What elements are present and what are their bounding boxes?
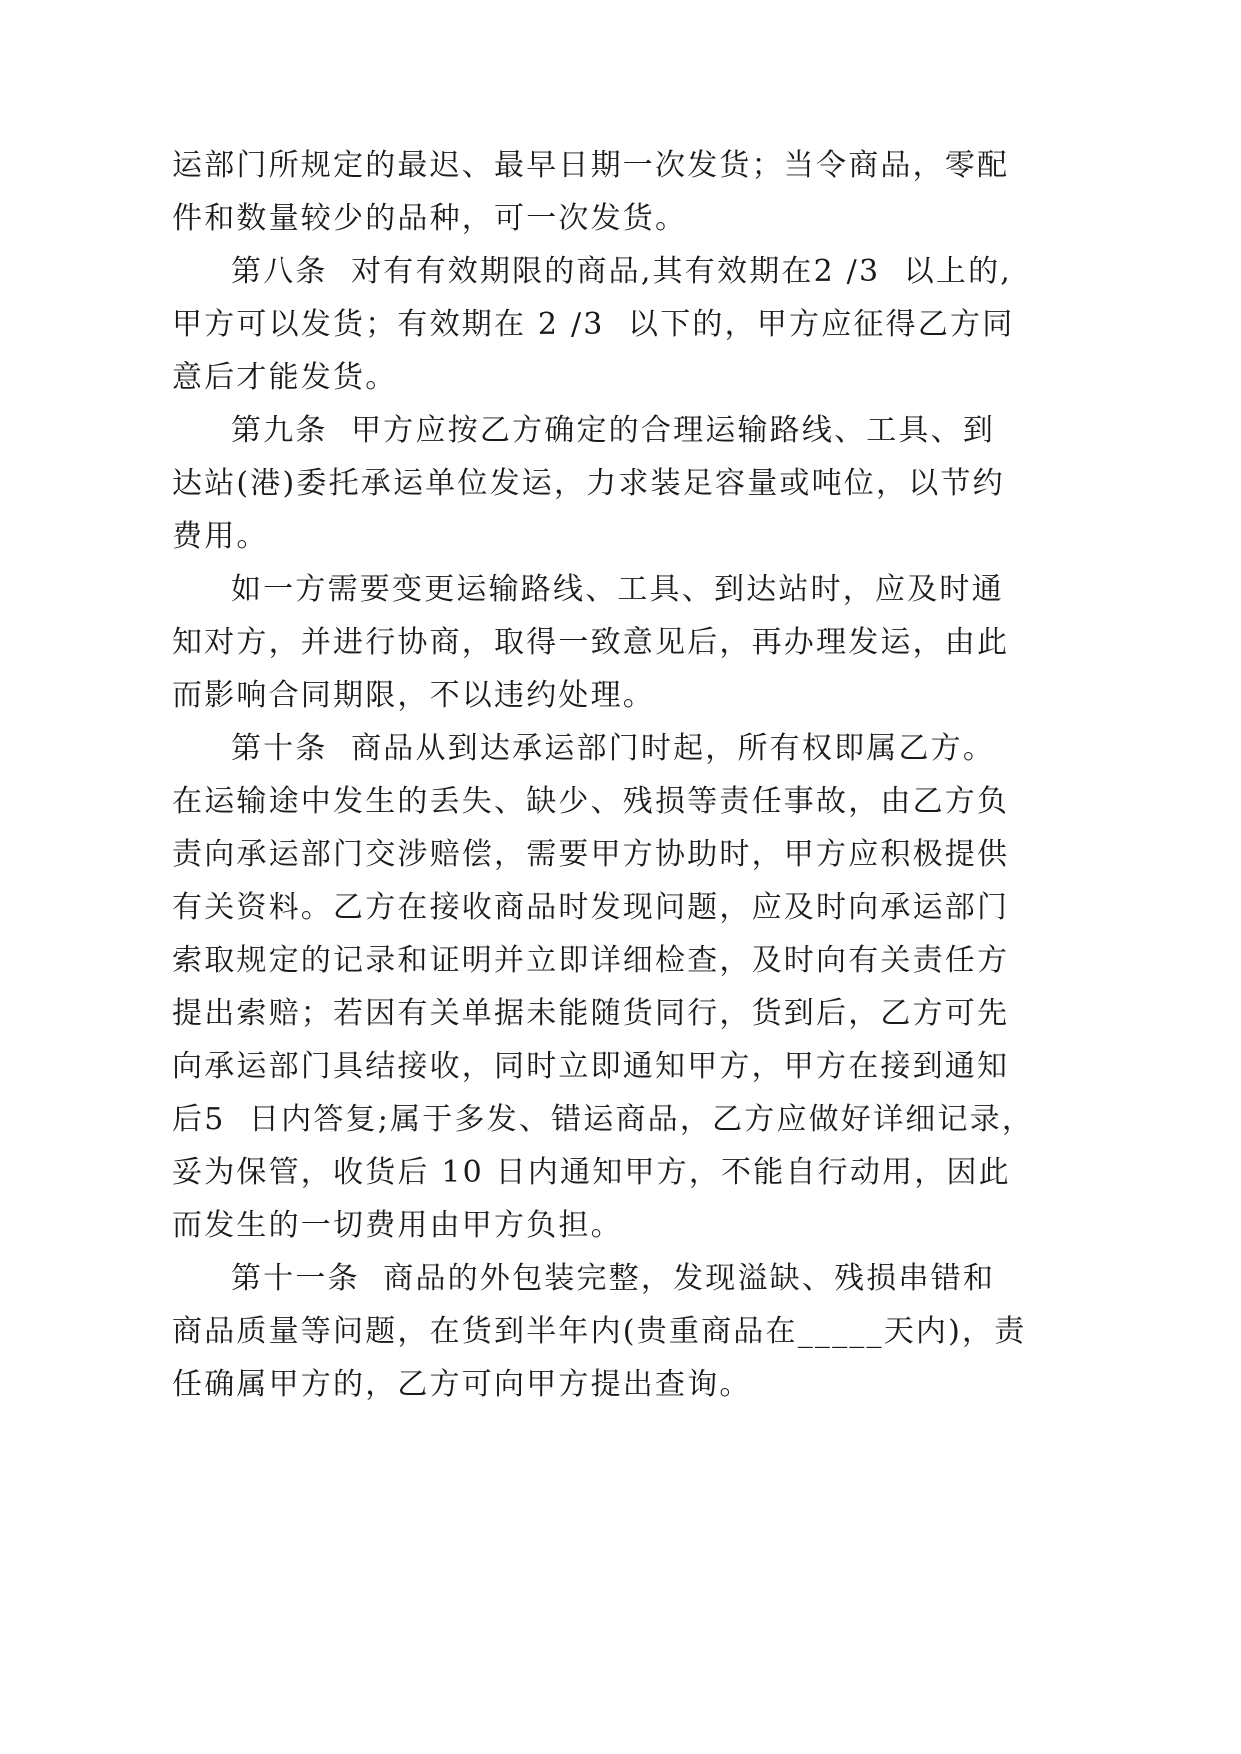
text-line: 向承运部门具结接收，同时立即通知甲方，甲方在接到通知 bbox=[172, 1049, 1010, 1084]
text-line: 妥为保管，收货后 10 日内通知甲方，不能自行动用，因此 bbox=[172, 1155, 1011, 1190]
text-line: 索取规定的记录和证明并立即详细检查，及时向有关责任方 bbox=[172, 943, 1010, 978]
article-9-heading-line: 第九条 甲方应按乙方确定的合理运输路线、工具、到 bbox=[231, 413, 996, 448]
text-line: 费用。 bbox=[172, 519, 269, 554]
text-line: 意后才能发货。 bbox=[172, 360, 398, 395]
text-line: 知对方，并进行协商，取得一致意见后，再办理发运，由此 bbox=[172, 625, 1010, 660]
text-line: 而发生的一切费用由甲方负担。 bbox=[172, 1208, 623, 1243]
text-line: 商品质量等问题，在货到半年内(贵重商品在_____天内)，责 bbox=[172, 1314, 1027, 1349]
text-line: 在运输途中发生的丢失、缺少、残损等责任事故，由乙方负 bbox=[172, 784, 1010, 819]
text-line: 甲方可以发货；有效期在 2 /3 以下的，甲方应征得乙方同 bbox=[172, 307, 1015, 342]
text-line: 有关资料。乙方在接收商品时发现问题，应及时向承运部门 bbox=[172, 890, 1010, 925]
text-line: 达站(港)委托承运单位发运，力求装足容量或吨位，以节约 bbox=[172, 466, 1005, 501]
text-line: 责向承运部门交涉赔偿，需要甲方协助时，甲方应积极提供 bbox=[172, 837, 1010, 872]
text-line: 后5 日内答复;属于多发、错运商品，乙方应做好详细记录， bbox=[172, 1102, 1035, 1137]
article-11-heading-line: 第十一条 商品的外包装完整，发现溢缺、残损串错和 bbox=[231, 1261, 996, 1296]
article-10-heading-line: 第十条 商品从到达承运部门时起，所有权即属乙方。 bbox=[231, 731, 996, 766]
text-line: 提出索赔；若因有关单据未能随货同行，货到后，乙方可先 bbox=[172, 996, 1010, 1031]
text-line: 运部门所规定的最迟、最早日期一次发货；当令商品，零配 bbox=[172, 148, 1010, 183]
paragraph-first-line: 如一方需要变更运输路线、工具、到达站时，应及时通 bbox=[231, 572, 1004, 607]
text-line: 件和数量较少的品种，可一次发货。 bbox=[172, 201, 688, 236]
text-line: 任确属甲方的，乙方可向甲方提出查询。 bbox=[172, 1367, 752, 1402]
text-line: 而影响合同期限，不以违约处理。 bbox=[172, 678, 655, 713]
article-8-heading-line: 第八条 对有有效期限的商品,其有效期在2 /3 以上的, bbox=[231, 254, 1013, 289]
